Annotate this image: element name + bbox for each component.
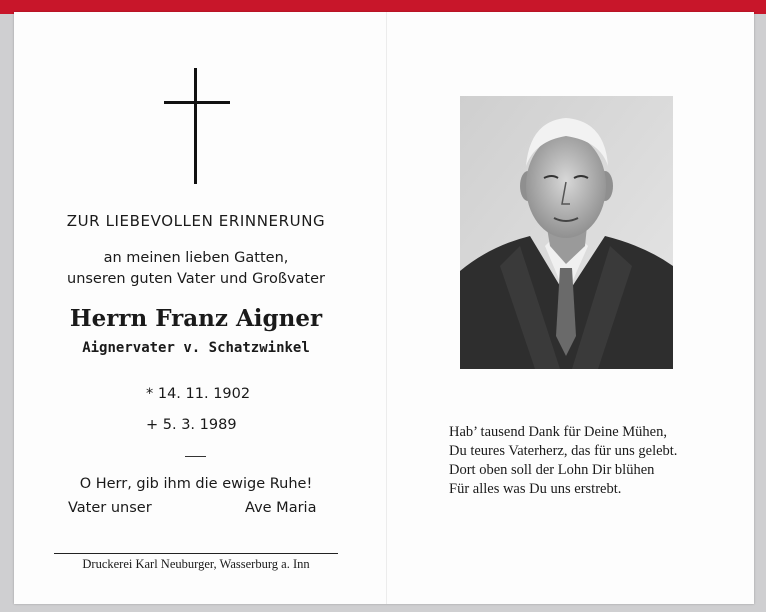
dedication-line: an meinen lieben Gatten, bbox=[103, 250, 289, 266]
printer-rule bbox=[54, 553, 338, 554]
cross-icon-bar bbox=[164, 101, 230, 104]
divider-dash bbox=[185, 456, 206, 457]
poem-line: Du teures Vaterherz, das für uns gelebt. bbox=[449, 443, 678, 459]
prayer-ave-maria: Ave Maria bbox=[245, 500, 317, 516]
poem-line: Hab’ tausend Dank für Deine Mühen, bbox=[449, 424, 667, 440]
card-fold-line bbox=[386, 12, 387, 604]
prayer-vater-unser: Vater unser bbox=[68, 500, 152, 516]
birth-date: * 14. 11. 1902 bbox=[146, 386, 251, 402]
poem-line: Für alles was Du uns erstrebt. bbox=[449, 481, 622, 497]
printer-credit: Druckerei Karl Neuburger, Wasserburg a. Inn bbox=[82, 557, 310, 571]
memorial-poem bbox=[449, 423, 677, 499]
deceased-subtitle: Aignervater v. Schatzwinkel bbox=[82, 340, 310, 356]
death-date: + 5. 3. 1989 bbox=[146, 417, 237, 433]
cross-icon bbox=[194, 68, 197, 184]
dedication-text bbox=[40, 248, 352, 290]
portrait-photo bbox=[460, 96, 673, 369]
portrait-image bbox=[460, 96, 673, 369]
prayer-line: O Herr, gib ihm die ewige Ruhe! bbox=[79, 476, 313, 492]
dedication-line: unseren guten Vater und Großvater bbox=[67, 271, 325, 287]
poem-line: Dort oben soll der Lohn Dir blühen bbox=[449, 462, 655, 478]
deceased-name: Herrn Franz Aigner bbox=[69, 305, 323, 332]
memorial-heading: ZUR LIEBEVOLLEN ERINNERUNG bbox=[66, 212, 326, 230]
